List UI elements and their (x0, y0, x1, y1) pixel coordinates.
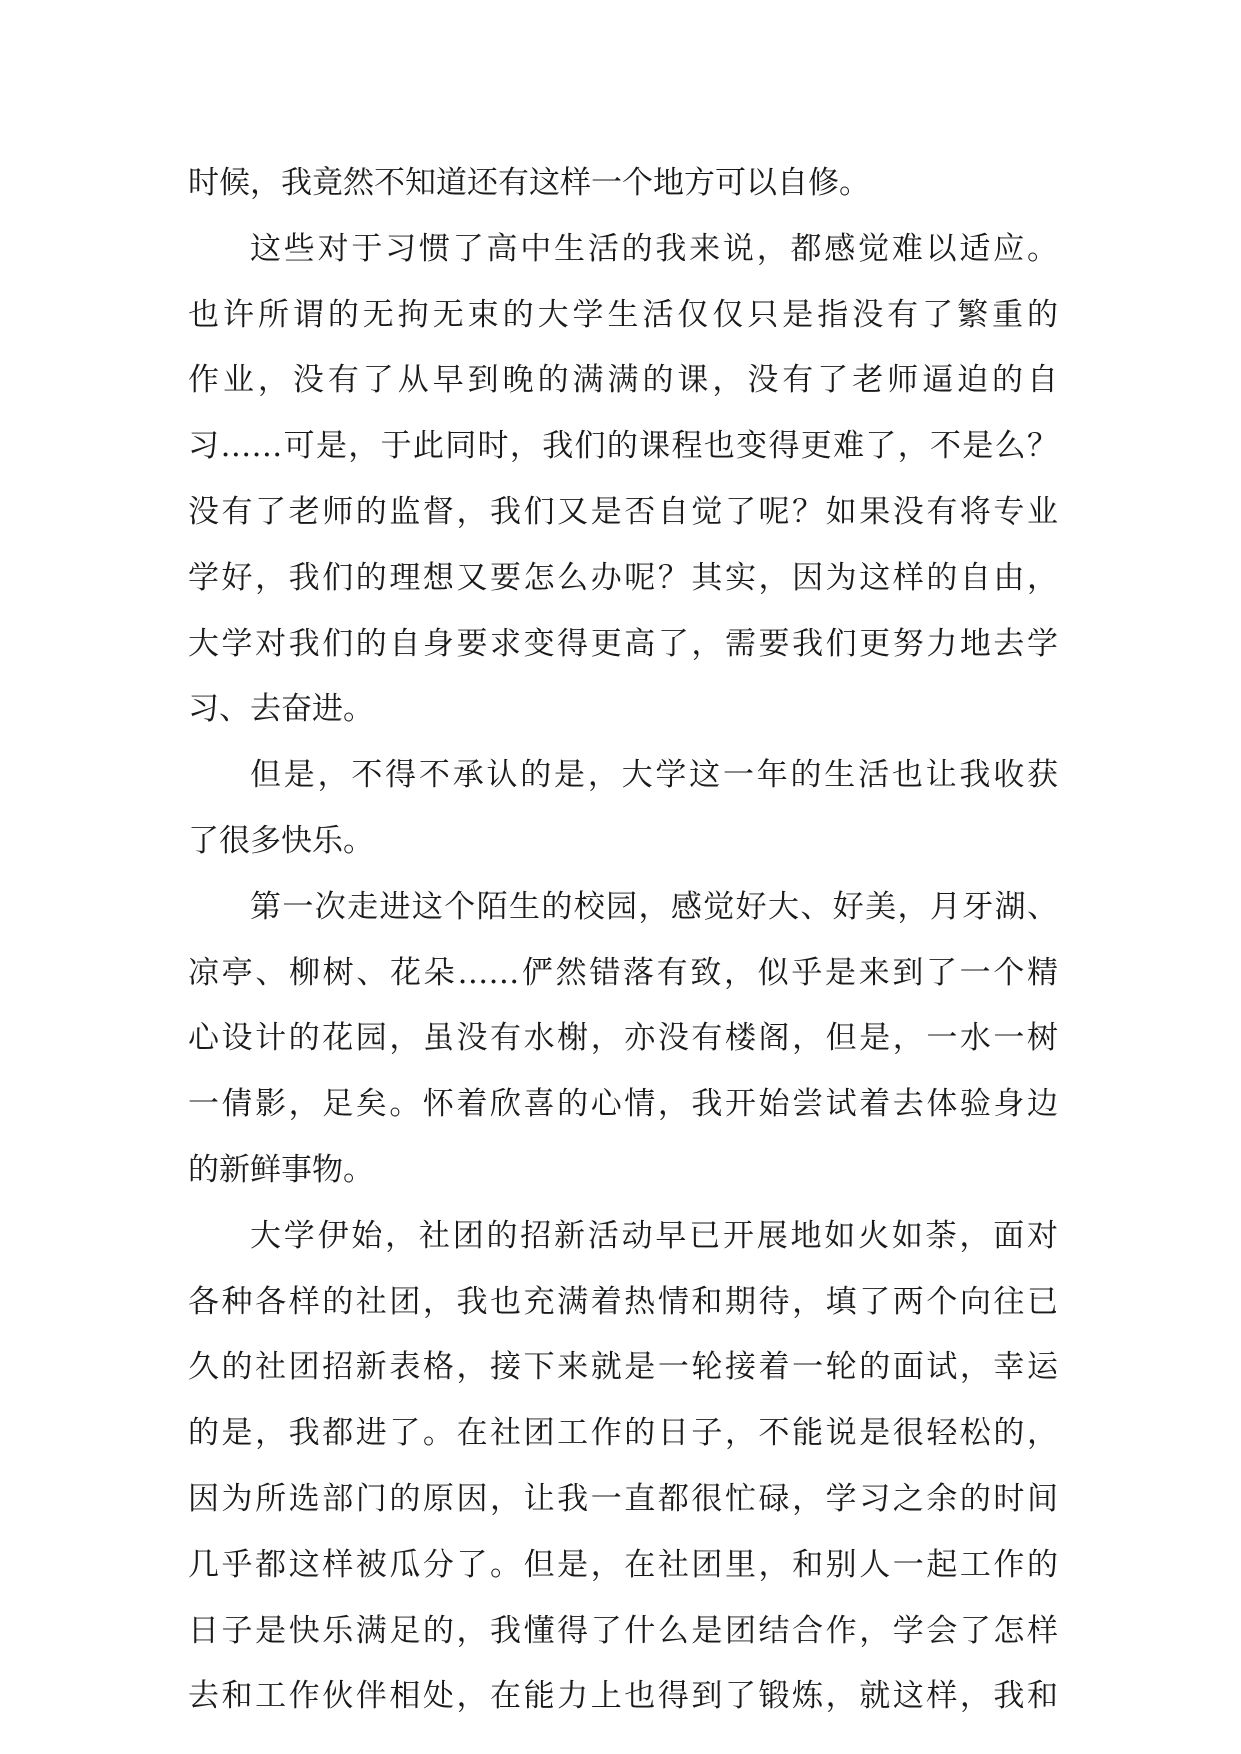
text-line: 去和工作伙伴相处，在能力上也得到了锻炼，就这样，我和 (188, 1678, 1058, 1715)
text-line: 习……可是，于此同时，我们的课程也变得更难了，不是么？ (188, 428, 1058, 465)
document-body (188, 158, 1058, 1737)
text-line: 几乎都这样被瓜分了。但是，在社团里，和别人一起工作的 (188, 1546, 1058, 1583)
text-line: 大学伊始，社团的招新活动早已开展地如火如荼，面对 (250, 1217, 1058, 1254)
text-line: 心设计的花园，虽没有水榭，亦没有楼阁，但是，一水一树 (188, 1020, 1058, 1057)
text-line: 没有了老师的监督，我们又是否自觉了呢？如果没有将专业 (188, 493, 1058, 530)
text-line: 凉亭、柳树、花朵……俨然错落有致，似乎是来到了一个精 (188, 954, 1058, 991)
text-line: 的是，我都进了。在社团工作的日子，不能说是很轻松的， (188, 1415, 1058, 1452)
text-line: 了很多快乐。 (188, 822, 374, 859)
text-line: 习、去奋进。 (188, 691, 374, 728)
text-line: 学好，我们的理想又要怎么办呢？其实，因为这样的自由， (188, 559, 1058, 596)
text-line: 一倩影，足矣。怀着欣喜的心情，我开始尝试着去体验身边 (188, 1086, 1058, 1123)
text-line: 各种各样的社团，我也充满着热情和期待，填了两个向往已 (188, 1283, 1058, 1320)
text-line: 这些对于习惯了高中生活的我来说，都感觉难以适应。 (250, 230, 1058, 267)
text-line: 但是，不得不承认的是，大学这一年的生活也让我收获 (250, 757, 1058, 794)
text-line: 大学对我们的自身要求变得更高了，需要我们更努力地去学 (188, 625, 1058, 662)
text-line: 也许所谓的无拘无束的大学生活仅仅只是指没有了繁重的 (188, 296, 1058, 333)
text-line: 日子是快乐满足的，我懂得了什么是团结合作，学会了怎样 (188, 1612, 1058, 1649)
text-line: 第一次走进这个陌生的校园，感觉好大、好美，月牙湖、 (250, 888, 1058, 925)
text-line: 久的社团招新表格，接下来就是一轮接着一轮的面试，幸运 (188, 1349, 1058, 1386)
text-line: 因为所选部门的原因，让我一直都很忙碌，学习之余的时间 (188, 1480, 1058, 1517)
text-line: 作业，没有了从早到晚的满满的课，没有了老师逼迫的自 (188, 362, 1058, 399)
text-line: 的新鲜事物。 (188, 1151, 374, 1188)
text-line: 时候，我竟然不知道还有这样一个地方可以自修。 (188, 165, 870, 201)
